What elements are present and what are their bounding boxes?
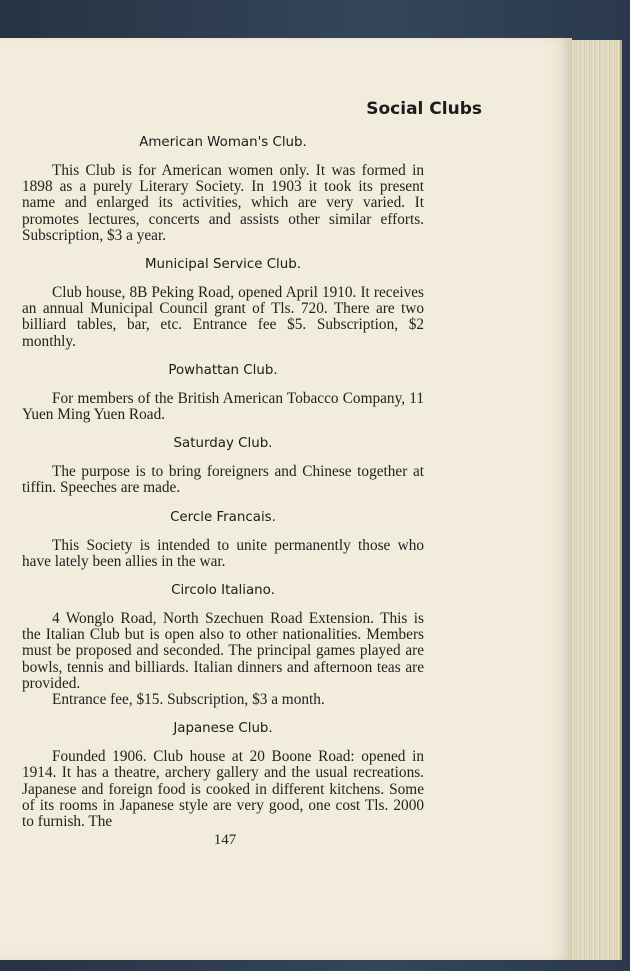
section-title: American Woman's Club. (139, 135, 307, 150)
page-number: 147 (213, 832, 237, 848)
section-body (22, 163, 424, 244)
section-body (22, 285, 424, 350)
section-cercle-francais (22, 509, 424, 570)
section-title: Cercle Francais. (170, 509, 276, 525)
section-title: Saturday Club. (173, 436, 273, 452)
paragraph: This Club is for American women only. It was formed in 1898 as a purely Literary Society. In 1903 it took its present name and enlarged its activities, which are very varied. It promotes lectures, concerts and assists other similar efforts. Subscription, $3 a year. (22, 162, 424, 244)
paragraph: This Society is intended to unite permanently those who have lately been allies in the war. (22, 536, 424, 570)
paragraph: 4 Wonglo Road, North Szechuen Road Extension. This is the Italian Club but is open also to other nationalities. Members must be proposed and seconded. The principal games played are bowls, tennis and billiards. Italian dinners and afternoon teas are provided. (22, 610, 424, 692)
section-body (22, 749, 424, 830)
section-title: Circolo Italiano. (171, 583, 275, 599)
paragraph: The purpose is to bring foreigners and Chinese together at tiffin. Speeches are made. (22, 463, 424, 497)
section-circolo-italiano (22, 582, 424, 708)
section-body (22, 464, 424, 496)
section-title: Powhattan Club. (168, 362, 278, 378)
section-body (22, 391, 424, 423)
section-body (22, 611, 424, 708)
section-saturday-club (22, 435, 424, 496)
paragraph: Club house, 8B Peking Road, opened April 1910. It receives an annual Municipal Council grant of Tls. 720. There are two billiard tables, bar, etc. Entrance fee $5. Subscription, $2 monthly. (22, 284, 424, 350)
section-municipal-service-club (22, 256, 424, 350)
paragraph: For members of the British American Tobacco Company, 11 Yuen Ming Yuen Road. (22, 389, 424, 424)
paragraph: Entrance fee, $15. Subscription, $3 a month. (52, 691, 325, 709)
section-title: Japanese Club. (173, 721, 273, 737)
running-header: Social Clubs (366, 99, 482, 119)
section-powhattan-club (22, 362, 424, 423)
paragraph: Founded 1906. Club house at 20 Boone Road: opened in 1914. It has a theatre, archery gallery and the usual recreations. Japanese and foreign food is cooked in different kitchens. Some of its rooms in Japanese style are very good, one cost Tls. 2000 to furnish. The (22, 748, 424, 831)
section-title: Municipal Service Club. (144, 257, 302, 273)
section-body (22, 538, 424, 570)
section-american-womans-club (22, 134, 424, 244)
section-japanese-club (22, 720, 424, 830)
page-content (22, 134, 424, 842)
